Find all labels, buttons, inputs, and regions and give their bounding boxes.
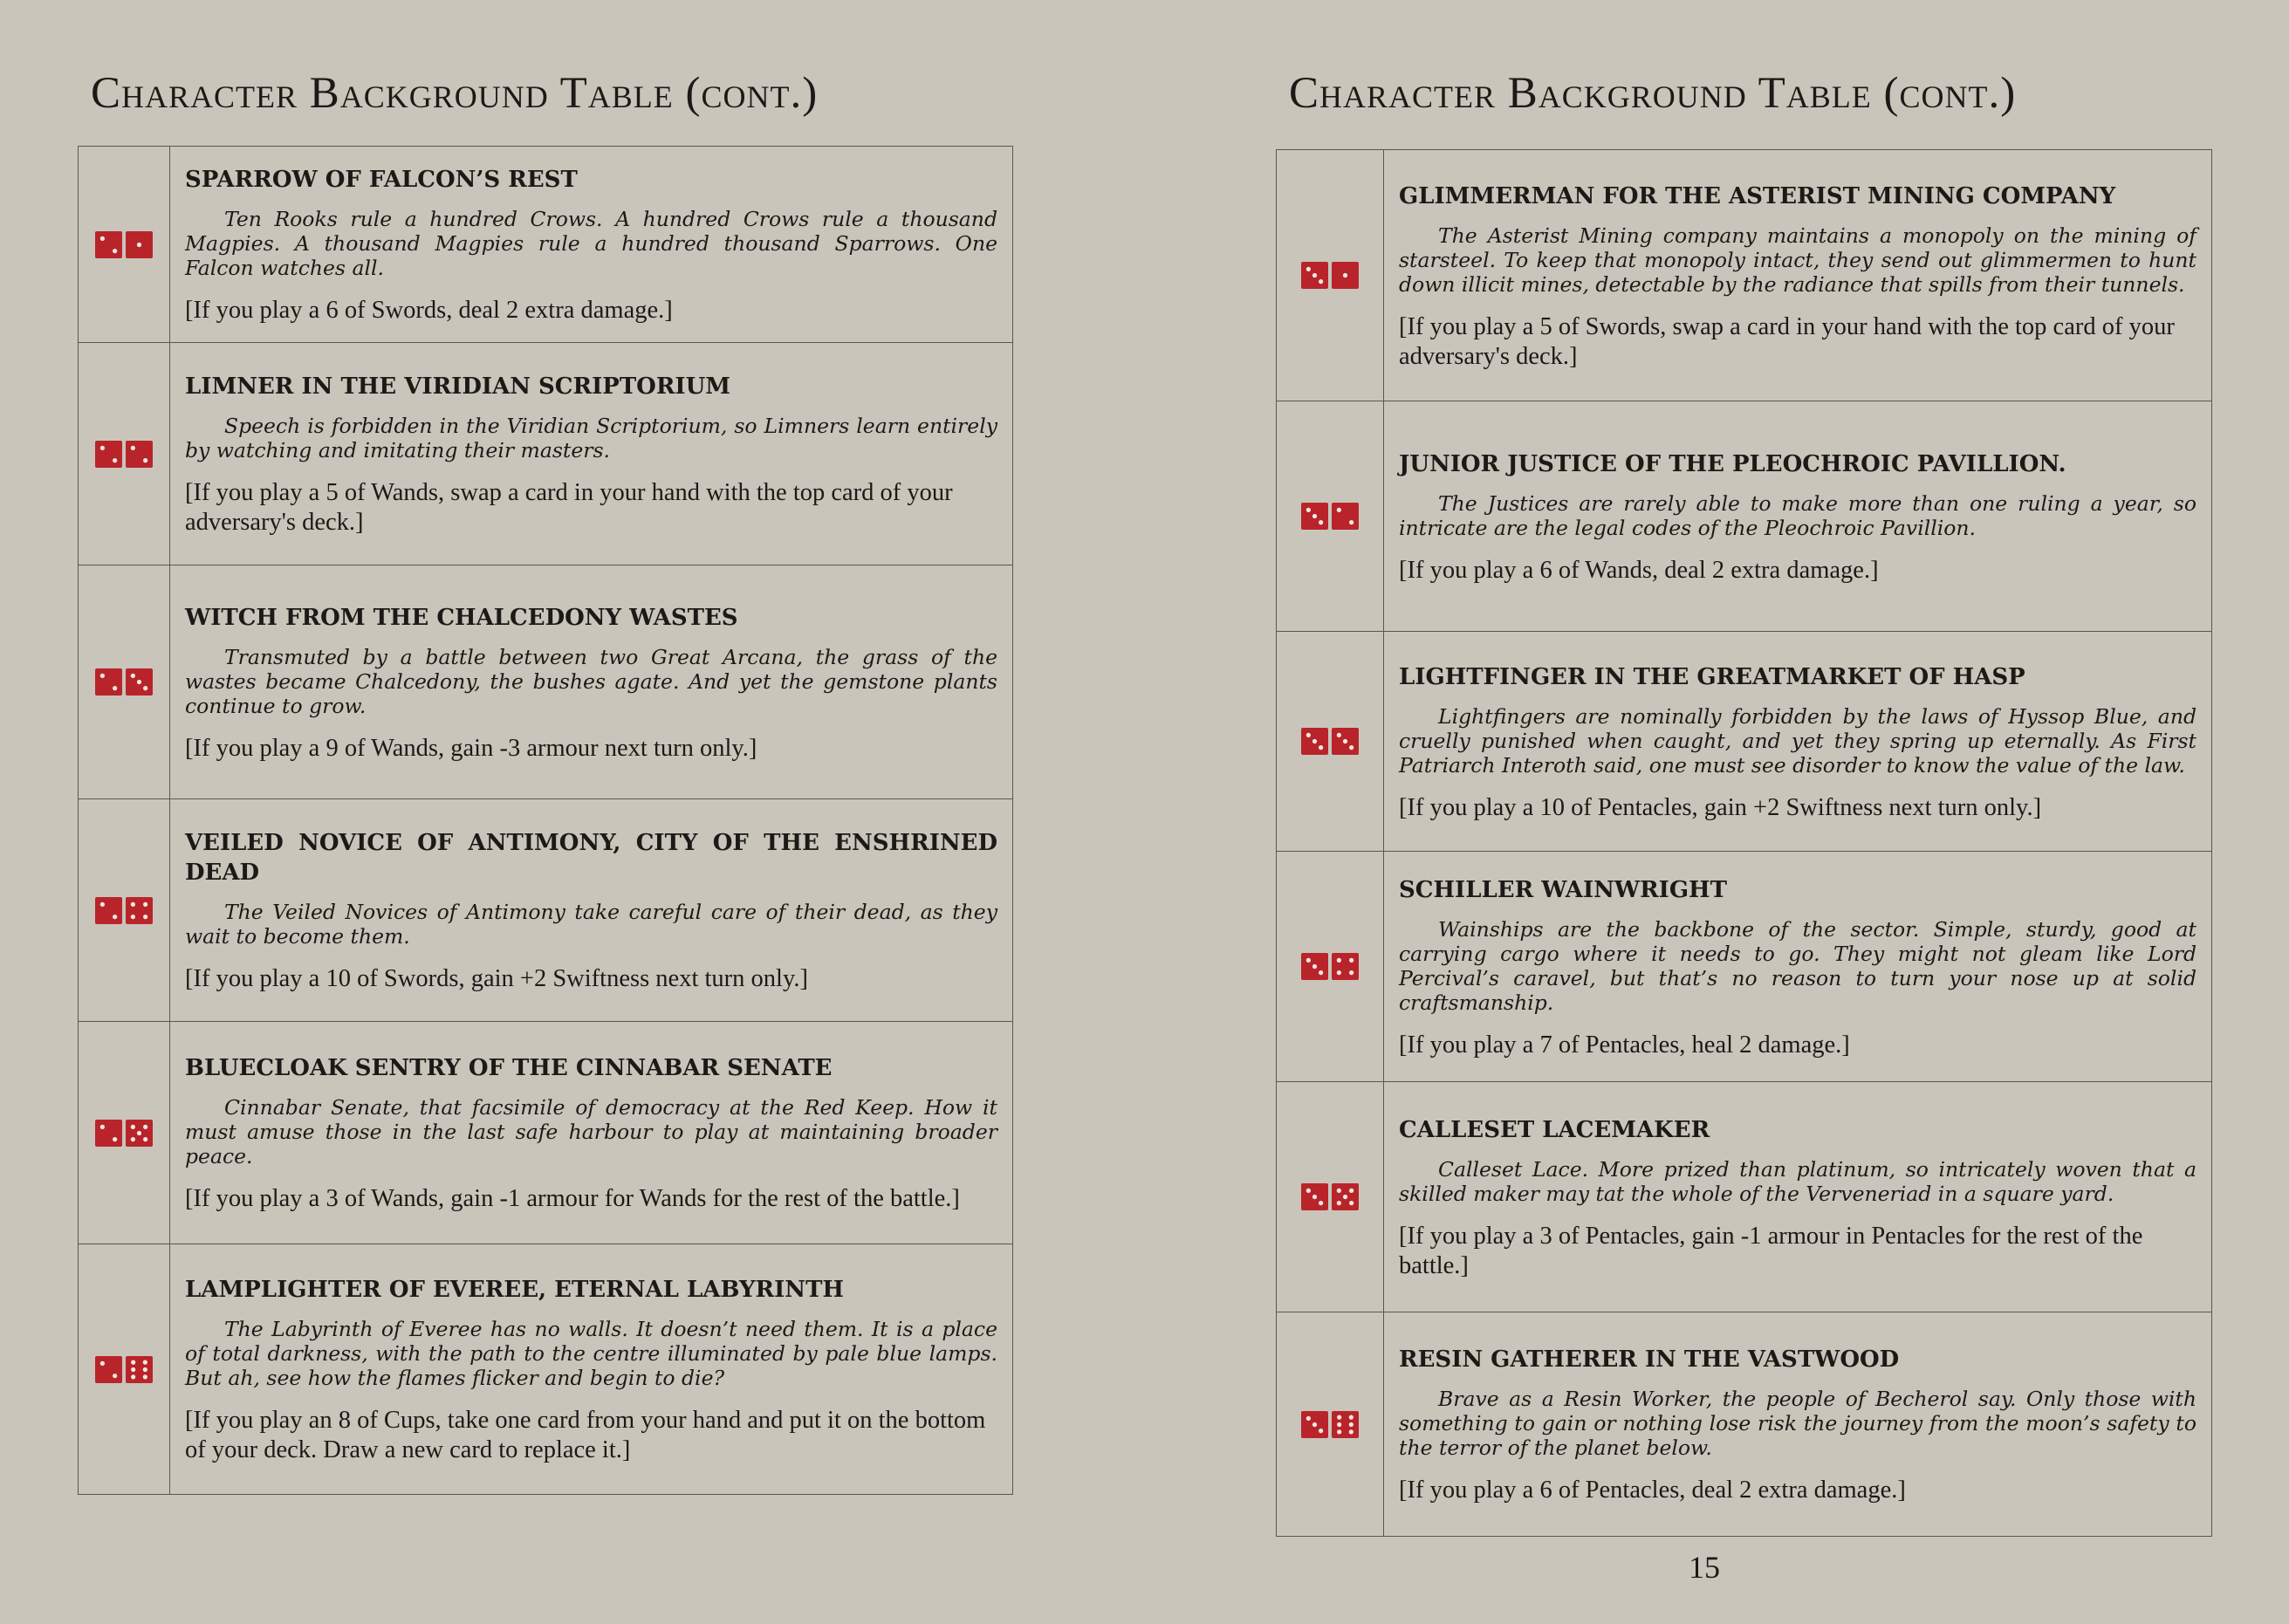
dice-pair-icon xyxy=(1301,1411,1359,1438)
entry-title: LIGHTFINGER IN THE GREATMARKET OF HASP xyxy=(1399,663,2025,690)
entry-rule: [If you play a 7 of Pentacles, heal 2 damage.] xyxy=(1399,1031,1850,1059)
dice-pair-icon xyxy=(95,1356,153,1383)
die-2-icon xyxy=(95,1120,122,1147)
entry-title: WITCH FROM THE CHALCEDONY WASTES xyxy=(185,604,738,631)
entry-rule: [If you play a 3 of Wands, gain -1 armour for Wands for the rest of the battle.] xyxy=(185,1185,960,1212)
entry-rule: [If you play a 6 of Swords, deal 2 extra damage.] xyxy=(185,297,673,324)
die-3-icon xyxy=(1332,728,1359,755)
entry-flavor: Wainships are the backbone of the sector. Simple, sturdy, good at carrying cargo where it needs to go. They might not gleam like Lord Percival’s caravel, but that’s no reason to turn your nose up at solid craftsmanship. xyxy=(1399,916,2196,1015)
entry-title: BLUECLOAK SENTRY OF THE CINNABAR SENATE xyxy=(185,1055,833,1081)
die-4-icon xyxy=(1332,953,1359,980)
die-5-icon xyxy=(1332,1183,1359,1210)
entry-flavor: Brave as a Resin Worker, the people of Becherol say. Only those with something to gain or nothing lose risk the journey from the moon’s safety to the terror of the planet below. xyxy=(1399,1387,2196,1460)
entry-rule: [If you play a 5 of Wands, swap a card in your hand with the top card of your adversary's deck.] xyxy=(185,479,953,536)
die-3-icon xyxy=(1301,728,1328,755)
table-row xyxy=(1277,150,2212,401)
entry-rule: [If you play a 5 of Swords, swap a card in your hand with the top card of your adversary's deck.] xyxy=(1399,312,2175,370)
entry-flavor: Transmuted by a battle between two Great Arcana, the grass of the wastes became Chalcedony, the bushes agate. And yet the gemstone plants continue to grow. xyxy=(185,644,997,718)
entry-flavor: Speech is forbidden in the Viridian Scriptorium, so Limners learn entirely by watching and imitating their masters. xyxy=(185,414,997,463)
die-1-icon xyxy=(1332,262,1359,289)
dice-pair-icon xyxy=(1301,728,1359,755)
die-2-icon xyxy=(95,1356,122,1383)
die-3-icon xyxy=(126,668,153,696)
table-row xyxy=(79,1022,1013,1244)
table-row xyxy=(79,343,1013,565)
entry-text xyxy=(170,147,1013,343)
die-3-icon xyxy=(1301,953,1328,980)
entry-rule: [If you play a 10 of Pentacles, gain +2 Swiftness next turn only.] xyxy=(1399,793,2042,821)
die-3-icon xyxy=(1301,503,1328,530)
entry-rule: [If you play an 8 of Cups, take one card from your hand and put it on the bottom of your deck. Draw a new card to replace it.] xyxy=(185,1407,986,1463)
entry-text xyxy=(1384,632,2212,852)
table-row xyxy=(1277,401,2212,632)
dice-pair-icon xyxy=(1301,503,1359,530)
die-2-icon xyxy=(95,897,122,924)
dice-pair-icon xyxy=(95,441,153,468)
background-table-right xyxy=(1276,149,2212,1537)
page-title-right: Character Background Table (cont.) xyxy=(1289,69,2017,118)
entry-title: LAMPLIGHTER OF EVEREE, ETERNAL LABYRINTH xyxy=(185,1277,844,1303)
entry-title: SCHILLER WAINWRIGHT xyxy=(1399,876,1727,903)
table-row xyxy=(1277,632,2212,852)
die-2-icon xyxy=(1332,503,1359,530)
page-number: 15 xyxy=(1689,1550,1720,1585)
entry-rule: [If you play a 6 of Pentacles, deal 2 extra damage.] xyxy=(1399,1477,1906,1504)
dice-pair-icon xyxy=(95,231,153,258)
page-title-left: Character Background Table (cont.) xyxy=(91,69,819,118)
dice-cell xyxy=(79,799,170,1022)
dice-cell xyxy=(79,1022,170,1244)
dice-pair-icon xyxy=(1301,1183,1359,1210)
entry-text xyxy=(170,1244,1013,1495)
die-2-icon xyxy=(126,441,153,468)
entry-rule: [If you play a 10 of Swords, gain +2 Swiftness next turn only.] xyxy=(185,965,808,992)
entry-text xyxy=(170,565,1013,799)
table-row xyxy=(79,147,1013,343)
entry-text xyxy=(170,799,1013,1022)
table-row xyxy=(79,1244,1013,1495)
entry-text xyxy=(1384,852,2212,1082)
die-5-icon xyxy=(126,1120,153,1147)
dice-pair-icon xyxy=(95,668,153,696)
table-row xyxy=(79,565,1013,799)
die-3-icon xyxy=(1301,262,1328,289)
background-table-left xyxy=(78,146,1013,1495)
entry-title: CALLESET LACEMAKER xyxy=(1399,1116,1710,1143)
entry-rule: [If you play a 6 of Wands, deal 2 extra damage.] xyxy=(1399,556,1879,584)
dice-cell xyxy=(1277,1312,1384,1537)
entry-rule: [If you play a 3 of Pentacles, gain -1 armour in Pentacles for the rest of the battle.] xyxy=(1399,1222,2143,1279)
entry-flavor: The Asterist Mining company maintains a monopoly on the mining of starsteel. To keep that monopoly intact, they send out glimmermen to hunt down illicit mines, detectable by the radiance that spills from their tunnels. xyxy=(1399,223,2196,297)
die-2-icon xyxy=(95,231,122,258)
table-row xyxy=(79,799,1013,1022)
die-1-icon xyxy=(126,231,153,258)
entry-text xyxy=(1384,401,2212,632)
entry-title: RESIN GATHERER IN THE VASTWOOD xyxy=(1399,1346,1900,1373)
die-6-icon xyxy=(1332,1411,1359,1438)
entry-flavor: Lightfingers are nominally forbidden by the laws of Hyssop Blue, and cruelly punished when caught, and yet they spring up eternally. As First Patriarch Interoth said, one must see disorder to know the value of the law. xyxy=(1399,703,2196,778)
dice-cell xyxy=(79,565,170,799)
entry-title: LIMNER IN THE VIRIDIAN SCRIPTORIUM xyxy=(185,373,731,400)
table-row xyxy=(1277,1312,2212,1537)
entry-flavor: Cinnabar Senate, that facsimile of democracy at the Red Keep. How it must amuse those in the last safe harbour to play at maintaining broader peace. xyxy=(185,1095,997,1168)
dice-cell xyxy=(79,147,170,343)
dice-cell xyxy=(1277,150,1384,401)
entry-text xyxy=(1384,1082,2212,1312)
die-2-icon xyxy=(95,668,122,696)
entry-text xyxy=(1384,150,2212,401)
entry-title: VEILED NOVICE OF ANTIMONY, CITY OF THE ENSHRINED DEAD xyxy=(185,830,997,886)
dice-cell xyxy=(1277,401,1384,632)
entry-rule: [If you play a 9 of Wands, gain -3 armour next turn only.] xyxy=(185,734,757,762)
dice-cell xyxy=(79,343,170,565)
entry-flavor: The Justices are rarely able to make more than one ruling a year, so intricate are the legal codes of the Pleochroic Pavillion. xyxy=(1399,490,2196,540)
die-3-icon xyxy=(1301,1183,1328,1210)
dice-cell xyxy=(1277,632,1384,852)
dice-pair-icon xyxy=(95,1120,153,1147)
entry-flavor: The Veiled Novices of Antimony take careful care of their dead, as they wait to become them. xyxy=(185,900,997,949)
die-6-icon xyxy=(126,1356,153,1383)
entry-text xyxy=(1384,1312,2212,1537)
table-row xyxy=(1277,852,2212,1082)
dice-pair-icon xyxy=(1301,953,1359,980)
entry-title: GLIMMERMAN FOR THE ASTERIST MINING COMPANY xyxy=(1399,182,2116,209)
entry-flavor: Ten Rooks rule a hundred Crows. A hundred Crows rule a thousand Magpies. A thousand Magpies rule a hundred thousand Sparrows. One Falcon watches all. xyxy=(185,207,997,280)
dice-pair-icon xyxy=(95,897,153,924)
die-2-icon xyxy=(95,441,122,468)
entry-flavor: The Labyrinth of Everee has no walls. It doesn’t need them. It is a place of total darkness, with the path to the centre illuminated by pale blue lamps. But ah, see how the flames flicker and begin to die? xyxy=(185,1317,997,1390)
entry-text xyxy=(170,343,1013,565)
entry-flavor: Calleset Lace. More prized than platinum, so intricately woven that a skilled maker may tat the whole of the Verveneriad in a square yard. xyxy=(1399,1156,2196,1206)
dice-cell xyxy=(79,1244,170,1495)
dice-cell xyxy=(1277,852,1384,1082)
entry-title: SPARROW OF FALCON’S REST xyxy=(185,167,578,193)
table-row xyxy=(1277,1082,2212,1312)
entry-title: JUNIOR JUSTICE OF THE PLEOCHROIC PAVILLION. xyxy=(1399,450,2066,477)
die-4-icon xyxy=(126,897,153,924)
dice-cell xyxy=(1277,1082,1384,1312)
entry-text xyxy=(170,1022,1013,1244)
dice-pair-icon xyxy=(1301,262,1359,289)
die-3-icon xyxy=(1301,1411,1328,1438)
